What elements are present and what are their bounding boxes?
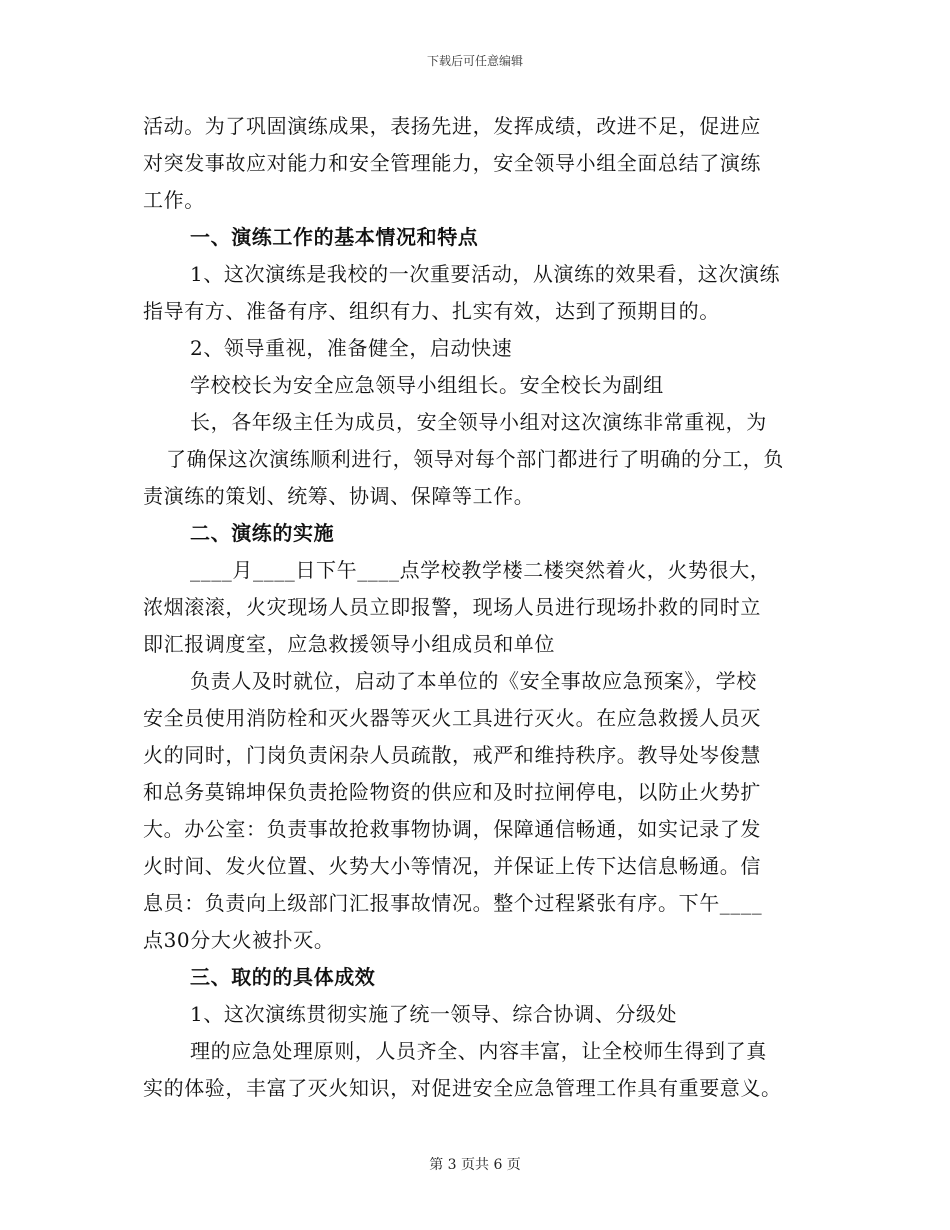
page-header: 下载后可任意编辑: [426, 54, 523, 68]
body-line: 火时间、发火位置、火势大小等情况，并保证上传下达信息畅通。信: [143, 854, 761, 878]
page-number: 第 3 页共 6 页: [429, 1157, 521, 1173]
body-line: 工作。: [143, 188, 205, 212]
body-line: 长，各年级主任为成员，安全领导小组对这次演练非常重视，为: [190, 410, 767, 434]
body-line: 大。办公室：负责事故抢救事物协调，保障通信畅通，如实记录了发: [143, 817, 761, 841]
section-heading-2: 二、演练的实施: [190, 521, 335, 545]
body-line: 2、领导重视，准备健全，启动快速: [190, 336, 513, 360]
body-line: 指导有方、准备有序、组织有力、扎实有效，达到了预期目的。: [143, 299, 720, 323]
body-line: 和总务莫锦坤保负责抢险物资的供应和及时拉闸停电，以防止火势扩: [143, 780, 761, 804]
body-line: ____月____日下午____点学校教学楼二楼突然着火，火势很大，: [190, 558, 771, 582]
body-line: 理的应急处理原则，人员齐全、内容丰富，让全校师生得到了真: [190, 1039, 767, 1063]
body-line: 浓烟滚滚，火灾现场人员立即报警，现场人员进行现场扑救的同时立: [143, 595, 761, 619]
body-line: 点30分大火被扑灭。: [143, 928, 335, 952]
body-line: 安全员使用消防栓和灭火器等灭火工具进行灭火。在应急救援人员灭: [143, 706, 761, 730]
body-line: 1、这次演练贯彻实施了统一领导、综合协调、分级处: [190, 1002, 678, 1026]
body-line: 即汇报调度室，应急救援领导小组成员和单位: [143, 632, 555, 656]
body-line: 负责人及时就位，启动了本单位的《安全事故应急预案》，学校: [190, 669, 757, 693]
section-heading-3: 三、取的的具体成效: [190, 965, 376, 989]
body-line: 责演练的策划、统筹、协调、保障等工作。: [143, 484, 535, 508]
body-line: 了确保这次演练顺利进行，领导对每个部门都进行了明确的分工，负: [166, 447, 784, 471]
body-line: 火的同时，门岗负责闲杂人员疏散，戒严和维持秩序。教导处岑俊慧: [143, 743, 761, 767]
section-heading-1: 一、演练工作的基本情况和特点: [190, 225, 479, 249]
body-line: 活动。为了巩固演练成果，表扬先进，发挥成绩，改进不足，促进应: [143, 114, 761, 138]
body-line: 息员：负责向上级部门汇报事故情况。整个过程紧张有序。下午____: [143, 891, 763, 915]
body-line: 实的体验，丰富了灭火知识，对促进安全应急管理工作具有重要意义。: [143, 1076, 782, 1100]
body-line: 学校校长为安全应急领导小组组长。安全校长为副组: [190, 373, 664, 397]
body-line: 1、这次演练是我校的一次重要活动，从演练的效果看，这次演练: [190, 262, 781, 286]
body-line: 对突发事故应对能力和安全管理能力，安全领导小组全面总结了演练: [143, 151, 761, 175]
